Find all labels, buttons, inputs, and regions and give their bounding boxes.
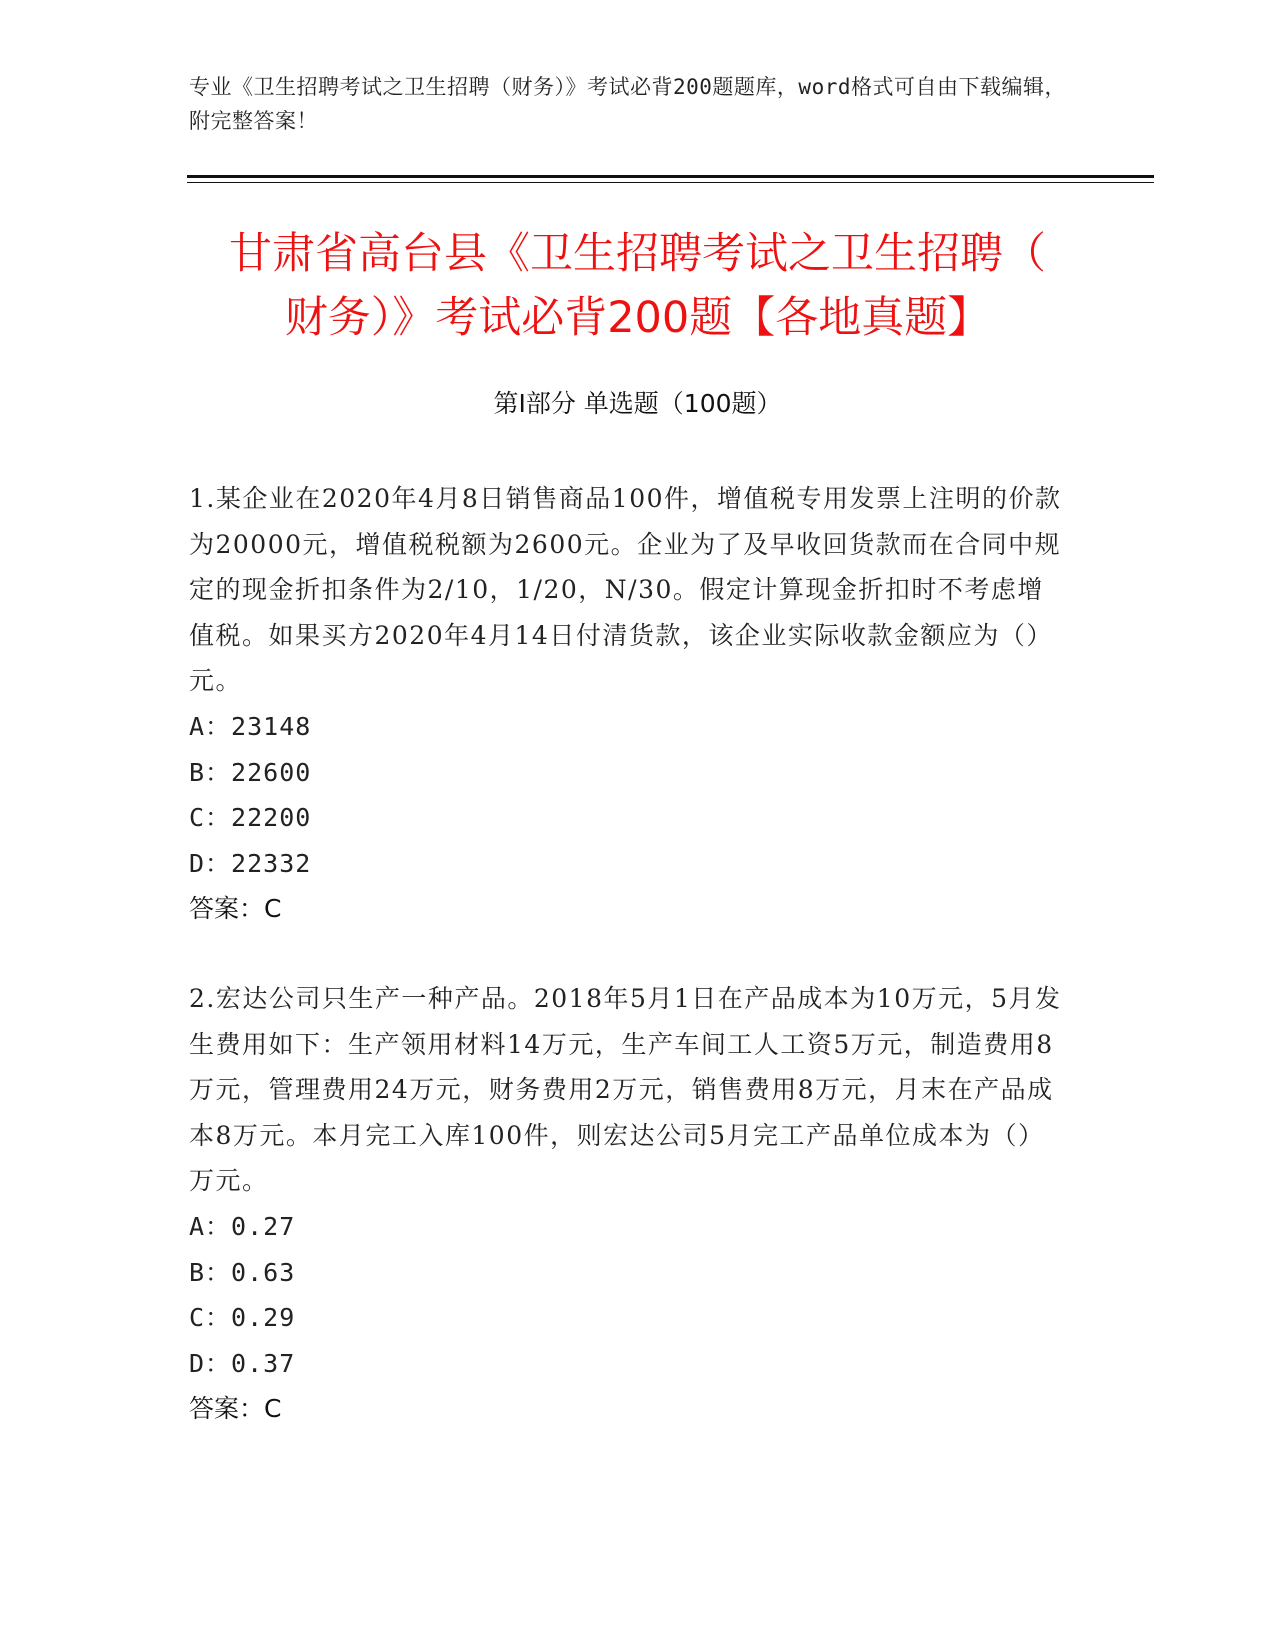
option-d: D：0.37: [189, 1348, 296, 1378]
option-a: A：23148: [189, 711, 312, 741]
header-divider-thick: [187, 175, 1154, 178]
header-divider-thin: [187, 182, 1154, 183]
answer: 答案：C: [189, 894, 282, 924]
option-c: C：22200: [189, 803, 312, 833]
section-heading: 第Ⅰ部分 单选题（100题）: [493, 389, 782, 418]
answer: 答案：C: [189, 1394, 282, 1424]
question-1: [189, 476, 1069, 932]
document-title-line-2: 财务）》考试必背200题【各地真题】: [284, 293, 991, 343]
document-title-line-1: 甘肃省高台县《卫生招聘考试之卫生招聘（: [229, 229, 1046, 279]
option-d: D：22332: [189, 848, 312, 878]
question-stem: 1.某企业在2020年4月8日销售商品100件，增值税专用发票上注明的价款为20000元，增值税税额为2600元。企业为了及早收回货款而在合同中规定的现金折扣条件为2/10，1/20，N/30。假定计算现金折扣时不考虑增值税。如果买方2020年4月14日付清货款，该企业实际收款金额应为（）元。: [189, 484, 1062, 696]
option-c: C：0.29: [189, 1303, 296, 1333]
option-a: A：0.27: [189, 1211, 296, 1241]
option-b: B：0.63: [189, 1257, 296, 1287]
question-2: [189, 976, 1069, 1432]
question-stem: 2.宏达公司只生产一种产品。2018年5月1日在产品成本为10万元，5月发生费用如下：生产领用材料14万元，生产车间工人工资5万元，制造费用8万元，管理费用24万元，财务费用2万元，销售费用8万元，月末在产品成本8万元。本月完工入库100件，则宏达公司5月完工产品单位成本为（）万元。: [189, 984, 1062, 1196]
document-title: [150, 222, 1125, 350]
option-b: B：22600: [189, 757, 312, 787]
header-note: 专业《卫生招聘考试之卫生招聘（财务）》考试必背200题题库，word格式可自由下载编辑，附完整答案！: [189, 75, 1066, 133]
